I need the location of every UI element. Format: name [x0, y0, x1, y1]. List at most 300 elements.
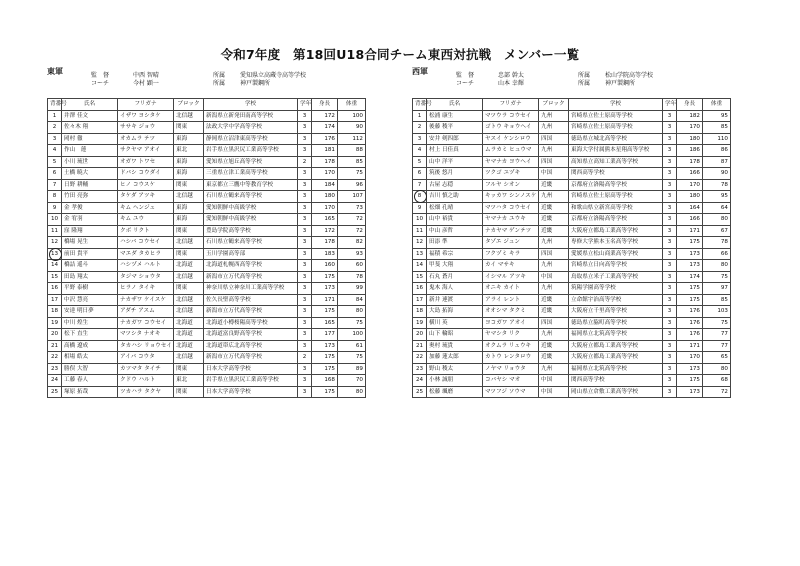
player-weight: 78 — [338, 271, 366, 283]
table-row — [413, 352, 731, 364]
player-school: 福岡県立北筑高等学校 — [569, 363, 663, 375]
table-row — [413, 271, 731, 283]
player-grade: 3 — [298, 306, 312, 318]
player-name: 作山 蓮 — [62, 145, 118, 157]
player-number — [413, 260, 427, 272]
player-furigana: オオシマ タクミ — [483, 306, 539, 318]
player-furigana: ナカヤマ ゲンテツ — [483, 225, 539, 237]
table-row — [413, 145, 731, 157]
player-school: 東海大学付属熊本星翔高等学校 — [569, 145, 663, 157]
player-height: 172 — [312, 110, 338, 122]
player-grade: 3 — [663, 156, 677, 168]
player-height: 178 — [312, 156, 338, 168]
player-grade: 3 — [663, 122, 677, 134]
player-height: 170 — [677, 122, 703, 134]
player-weight: 84 — [338, 294, 366, 306]
player-block: 関東 — [174, 283, 204, 295]
player-grade: 3 — [663, 260, 677, 272]
staff-name: 中西 智晴 — [133, 72, 159, 79]
player-weight: 78 — [703, 179, 731, 191]
player-number — [48, 294, 62, 306]
player-grade: 3 — [298, 110, 312, 122]
player-block: 東海 — [174, 214, 204, 226]
table-row — [413, 225, 731, 237]
player-number — [413, 191, 427, 203]
player-weight: 78 — [703, 237, 731, 249]
player-height: 166 — [677, 168, 703, 180]
player-number — [48, 260, 62, 272]
player-height: 178 — [312, 237, 338, 249]
player-weight: 85 — [703, 294, 731, 306]
player-height: 175 — [312, 271, 338, 283]
player-grade: 3 — [663, 145, 677, 157]
player-number — [413, 156, 427, 168]
player-number-text: 11 — [415, 227, 424, 234]
player-grade: 3 — [298, 283, 312, 295]
player-height: 171 — [677, 225, 703, 237]
player-name: 奥村 琉貴 — [427, 340, 483, 352]
player-block: 北信越 — [174, 271, 204, 283]
player-number — [413, 110, 427, 122]
player-grade: 3 — [663, 340, 677, 352]
player-grade: 2 — [298, 352, 312, 364]
player-name: 松畑 孔晴 — [427, 202, 483, 214]
player-grade: 3 — [663, 283, 677, 295]
player-weight: 85 — [703, 122, 731, 134]
staff-affil: 神戸製鋼所 — [605, 80, 636, 87]
player-height: 171 — [677, 340, 703, 352]
player-grade: 3 — [298, 363, 312, 375]
player-weight: 80 — [703, 214, 731, 226]
west-staff-row — [412, 80, 712, 88]
player-number — [413, 202, 427, 214]
player-number-text: 1 — [417, 112, 422, 119]
player-height: 170 — [312, 202, 338, 214]
player-name: 窪 隆翔 — [62, 225, 118, 237]
table-row — [413, 248, 731, 260]
player-height: 173 — [677, 260, 703, 272]
player-school: 宮崎県立佐土原高等学校 — [569, 122, 663, 134]
player-weight: 75 — [338, 317, 366, 329]
player-block: 東海 — [174, 168, 204, 180]
player-number — [48, 168, 62, 180]
player-furigana: アダチ アスム — [118, 306, 174, 318]
player-grade: 3 — [298, 329, 312, 341]
col-school: 学校 — [569, 99, 663, 111]
player-weight: 73 — [338, 202, 366, 214]
player-block: 中国 — [539, 386, 569, 398]
player-block: 九州 — [539, 145, 569, 157]
player-grade: 3 — [663, 271, 677, 283]
player-block: 近畿 — [539, 340, 569, 352]
player-furigana: ナカザワ ケイスケ — [118, 294, 174, 306]
player-name: 横川 英 — [427, 317, 483, 329]
player-weight: 90 — [703, 168, 731, 180]
west-header-row — [413, 99, 731, 111]
table-row — [413, 260, 731, 272]
player-weight: 67 — [703, 225, 731, 237]
player-school: 鳥取県立米子工業高等学校 — [569, 271, 663, 283]
player-block: 四国 — [539, 156, 569, 168]
player-name: 安達 明日夢 — [62, 306, 118, 318]
player-number — [48, 214, 62, 226]
player-number-text: 10 — [50, 216, 59, 223]
player-furigana: クボ リクト — [118, 225, 174, 237]
player-grade: 3 — [298, 271, 312, 283]
table-row — [413, 191, 731, 203]
player-number-text: 15 — [50, 273, 59, 280]
player-school: 関西高等学校 — [569, 375, 663, 387]
player-furigana: オニキ カイト — [483, 283, 539, 295]
player-name: 中沢 慧亮 — [62, 294, 118, 306]
player-grade: 3 — [663, 191, 677, 203]
player-name: 古屋 志穏 — [427, 179, 483, 191]
player-weight: 77 — [703, 340, 731, 352]
player-weight: 75 — [703, 317, 731, 329]
player-weight: 75 — [338, 168, 366, 180]
player-number-text: 20 — [415, 331, 424, 338]
player-number-text: 18 — [50, 308, 59, 315]
player-school: 徳島県立城北高等学校 — [569, 133, 663, 145]
table-row — [48, 363, 366, 375]
staff-role: コーチ — [456, 80, 475, 87]
table-row — [48, 294, 366, 306]
player-block: 九州 — [539, 122, 569, 134]
player-number — [413, 271, 427, 283]
player-weight: 64 — [703, 202, 731, 214]
west-roster-table — [412, 98, 731, 398]
player-number — [48, 340, 62, 352]
table-row — [413, 329, 731, 341]
player-number — [48, 352, 62, 364]
player-furigana: マツシタ ナオキ — [118, 329, 174, 341]
player-number-text: 14 — [415, 262, 424, 269]
player-furigana: キム ヘンジュ — [118, 202, 174, 214]
player-block: 関東 — [174, 179, 204, 191]
player-school: 日本大学高等学校 — [204, 363, 298, 375]
player-number — [413, 375, 427, 387]
player-weight: 95 — [703, 110, 731, 122]
player-block: 九州 — [539, 110, 569, 122]
player-number-text: 22 — [415, 354, 424, 361]
table-row — [48, 202, 366, 214]
player-height: 160 — [312, 260, 338, 272]
player-height: 186 — [677, 145, 703, 157]
player-block: 九州 — [539, 283, 569, 295]
staff-affil-label: 所属 — [213, 72, 226, 79]
player-school: 新潟市立万代高等学校 — [204, 271, 298, 283]
col-grade: 学年 — [663, 99, 677, 111]
player-number — [413, 237, 427, 249]
player-height: 175 — [312, 306, 338, 318]
player-furigana: オカムラ テツ — [118, 133, 174, 145]
player-number-text: 19 — [50, 319, 59, 326]
player-height: 173 — [312, 283, 338, 295]
player-block: 九州 — [539, 237, 569, 249]
player-name: 松藤 颯磨 — [427, 386, 483, 398]
col-furigana: フリガナ — [118, 99, 174, 111]
player-block: 東海 — [174, 156, 204, 168]
player-furigana: オガワ トワセ — [118, 156, 174, 168]
player-number-text: 2 — [52, 124, 57, 131]
player-name: 田島 翔太 — [62, 271, 118, 283]
player-number-text: 17 — [415, 296, 424, 303]
table-row — [48, 168, 366, 180]
player-furigana: タゾエ ジュン — [483, 237, 539, 249]
player-grade: 3 — [663, 202, 677, 214]
player-weight: 80 — [338, 386, 366, 398]
player-grade: 3 — [663, 294, 677, 306]
player-furigana: コバヤシ マオ — [483, 375, 539, 387]
player-weight: 80 — [703, 363, 731, 375]
player-furigana: フルヤ シオン — [483, 179, 539, 191]
player-name: 山中 洋平 — [427, 156, 483, 168]
player-name: 山中 裕貴 — [427, 214, 483, 226]
col-name: 氏名 — [427, 99, 483, 111]
player-block: 四国 — [539, 248, 569, 260]
player-name: 村上 日佳真 — [427, 145, 483, 157]
player-school: 日本大学高等学校 — [204, 386, 298, 398]
player-number-text: 21 — [415, 342, 424, 349]
player-name: 松下 直生 — [62, 329, 118, 341]
player-block: 四国 — [539, 317, 569, 329]
player-name: 新井 連渡 — [427, 294, 483, 306]
player-height: 184 — [312, 179, 338, 191]
player-block: 東北 — [174, 145, 204, 157]
player-weight: 96 — [338, 179, 366, 191]
player-block: 北信越 — [174, 352, 204, 364]
player-furigana: クドウ ハルト — [118, 375, 174, 387]
staff-role: コーチ — [91, 80, 110, 87]
player-height: 170 — [312, 168, 338, 180]
table-row — [413, 237, 731, 249]
player-number — [48, 271, 62, 283]
player-grade: 3 — [663, 329, 677, 341]
player-school: 静岡県立沼津東高等学校 — [204, 133, 298, 145]
player-block: 四国 — [539, 133, 569, 145]
player-block: 東北 — [174, 375, 204, 387]
table-row — [48, 237, 366, 249]
west-staff-row — [412, 72, 712, 80]
player-weight: 88 — [338, 145, 366, 157]
player-school: 新潟市立万代高等学校 — [204, 306, 298, 318]
player-height: 182 — [677, 110, 703, 122]
player-number — [48, 329, 62, 341]
player-block: 東海 — [174, 202, 204, 214]
player-number-text: 24 — [415, 377, 424, 384]
player-furigana: アイバ コウタ — [118, 352, 174, 364]
player-number-text: 19 — [415, 319, 424, 326]
table-row — [413, 386, 731, 398]
player-weight: 112 — [338, 133, 366, 145]
player-furigana: マツウラ コウセイ — [483, 110, 539, 122]
table-row — [48, 133, 366, 145]
player-name: 竹田 亮弥 — [62, 191, 118, 203]
player-number — [48, 283, 62, 295]
player-height: 176 — [677, 329, 703, 341]
player-school: 新潟県立新発田南高等学校 — [204, 110, 298, 122]
player-weight: 103 — [703, 306, 731, 318]
player-name: 日野 耕輔 — [62, 179, 118, 191]
player-name: 佐々木 翔 — [62, 122, 118, 134]
player-name: 金 宥羽 — [62, 214, 118, 226]
player-block: 東海 — [174, 133, 204, 145]
player-school: 神奈川県立神奈川工業高等学校 — [204, 283, 298, 295]
player-number — [413, 214, 427, 226]
player-weight: 66 — [703, 248, 731, 260]
col-furigana: フリガナ — [483, 99, 539, 111]
player-school: 石川県立鶴来高等学校 — [204, 191, 298, 203]
player-block: 九州 — [539, 329, 569, 341]
player-grade: 3 — [298, 168, 312, 180]
player-name: 勝俣 大智 — [62, 363, 118, 375]
player-block: 近畿 — [539, 352, 569, 364]
player-height: 178 — [677, 156, 703, 168]
player-height: 180 — [677, 191, 703, 203]
player-block: 九州 — [539, 363, 569, 375]
east-staff-row — [47, 80, 347, 88]
player-number-text: 21 — [50, 342, 59, 349]
table-row — [413, 340, 731, 352]
player-school: 佐久長聖高等学校 — [204, 294, 298, 306]
player-school: 専修大学熊本玉名高等学校 — [569, 237, 663, 249]
player-number — [48, 122, 62, 134]
table-row — [413, 363, 731, 375]
table-row — [413, 202, 731, 214]
player-name: 山下 輪昭 — [427, 329, 483, 341]
player-grade: 3 — [663, 179, 677, 191]
player-number-text: 15 — [415, 273, 424, 280]
player-height: 174 — [677, 271, 703, 283]
east-staff-row — [47, 72, 347, 80]
player-name: 加藤 蓮太郎 — [427, 352, 483, 364]
player-name: 中川 煌生 — [62, 317, 118, 329]
player-weight: 72 — [703, 386, 731, 398]
player-number-text: 9 — [52, 204, 57, 211]
table-row — [413, 133, 731, 145]
table-row — [48, 283, 366, 295]
player-height: 176 — [677, 306, 703, 318]
player-name: 橋詰 遥斗 — [62, 260, 118, 272]
player-block: 近畿 — [539, 179, 569, 191]
player-grade: 3 — [298, 225, 312, 237]
player-name: 吉川 慎之助 — [427, 191, 483, 203]
player-number — [48, 386, 62, 398]
col-grade: 学年 — [298, 99, 312, 111]
player-weight: 68 — [703, 375, 731, 387]
west-staff-block — [412, 72, 712, 88]
table-row — [413, 375, 731, 387]
player-grade: 3 — [298, 237, 312, 249]
col-weight: 体重 — [338, 99, 366, 111]
player-grade: 3 — [298, 386, 312, 398]
player-furigana: ヤマシタ リク — [483, 329, 539, 341]
player-number-text: 24 — [50, 377, 59, 384]
player-school: 高知県立高知工業高等学校 — [569, 156, 663, 168]
player-furigana: キッカワ シンノスケ — [483, 191, 539, 203]
player-block: 近畿 — [539, 306, 569, 318]
table-row — [413, 168, 731, 180]
staff-name: 山本 幸輝 — [498, 80, 524, 87]
player-school: 大阪府立都島工業高等学校 — [569, 352, 663, 364]
player-grade: 2 — [298, 156, 312, 168]
player-grade: 3 — [663, 248, 677, 260]
col-height: 身長 — [677, 99, 703, 111]
player-furigana: ムラカミ ヒュウマ — [483, 145, 539, 157]
player-number — [48, 145, 62, 157]
col-num: 背番号 — [413, 99, 427, 111]
player-number-text: 17 — [50, 296, 59, 303]
player-furigana: ヤスイ ケンシロウ — [483, 133, 539, 145]
player-name: 橋場 晃生 — [62, 237, 118, 249]
player-name: 平野 泰樹 — [62, 283, 118, 295]
player-number — [413, 317, 427, 329]
player-number — [413, 352, 427, 364]
player-height: 170 — [677, 352, 703, 364]
player-name: 井澤 佳文 — [62, 110, 118, 122]
player-name: 中山 彦哲 — [427, 225, 483, 237]
player-school: 宮崎県立佐土原高等学校 — [569, 110, 663, 122]
player-furigana: サクヤマ アオイ — [118, 145, 174, 157]
player-school: 愛知朝鮮中高級学校 — [204, 202, 298, 214]
player-number-text: 11 — [50, 227, 59, 234]
table-row — [48, 191, 366, 203]
player-block: 北信越 — [174, 294, 204, 306]
player-number-text: 7 — [52, 181, 57, 188]
player-furigana: ツクゴ ユヅキ — [483, 168, 539, 180]
player-weight: 107 — [338, 191, 366, 203]
player-height: 171 — [312, 294, 338, 306]
table-row — [48, 225, 366, 237]
player-school: 関西高等学校 — [569, 168, 663, 180]
player-grade: 3 — [298, 260, 312, 272]
table-row — [48, 145, 366, 157]
staff-affil-label: 所属 — [578, 80, 591, 87]
player-weight: 72 — [338, 214, 366, 226]
col-school: 学校 — [204, 99, 298, 111]
player-furigana: マエダ タカヒラ — [118, 248, 174, 260]
table-row — [48, 329, 366, 341]
player-number — [48, 237, 62, 249]
player-number-text: 23 — [50, 365, 59, 372]
player-grade: 3 — [298, 179, 312, 191]
player-name: 田添 準 — [427, 237, 483, 249]
player-name: 金 孝俊 — [62, 202, 118, 214]
col-block: ブロック — [174, 99, 204, 111]
player-height: 168 — [312, 375, 338, 387]
player-weight: 93 — [338, 248, 366, 260]
player-block: 近畿 — [539, 202, 569, 214]
player-furigana: ナカガワ コウセイ — [118, 317, 174, 329]
player-weight: 75 — [703, 271, 731, 283]
player-number-text: 22 — [50, 354, 59, 361]
table-row — [48, 352, 366, 364]
player-number-text: 16 — [50, 285, 59, 292]
player-weight: 100 — [338, 329, 366, 341]
east-staff-block — [47, 72, 347, 88]
staff-name: 今村 顕一 — [133, 80, 159, 87]
player-weight: 60 — [338, 260, 366, 272]
player-school: 宮崎県立佐土原高等学校 — [569, 191, 663, 203]
player-weight: 77 — [703, 329, 731, 341]
player-grade: 3 — [298, 145, 312, 157]
player-number-text: 8 — [417, 193, 422, 200]
table-row — [48, 122, 366, 134]
player-number — [413, 363, 427, 375]
player-height: 175 — [312, 363, 338, 375]
table-row — [48, 179, 366, 191]
player-number-text: 12 — [50, 239, 59, 246]
